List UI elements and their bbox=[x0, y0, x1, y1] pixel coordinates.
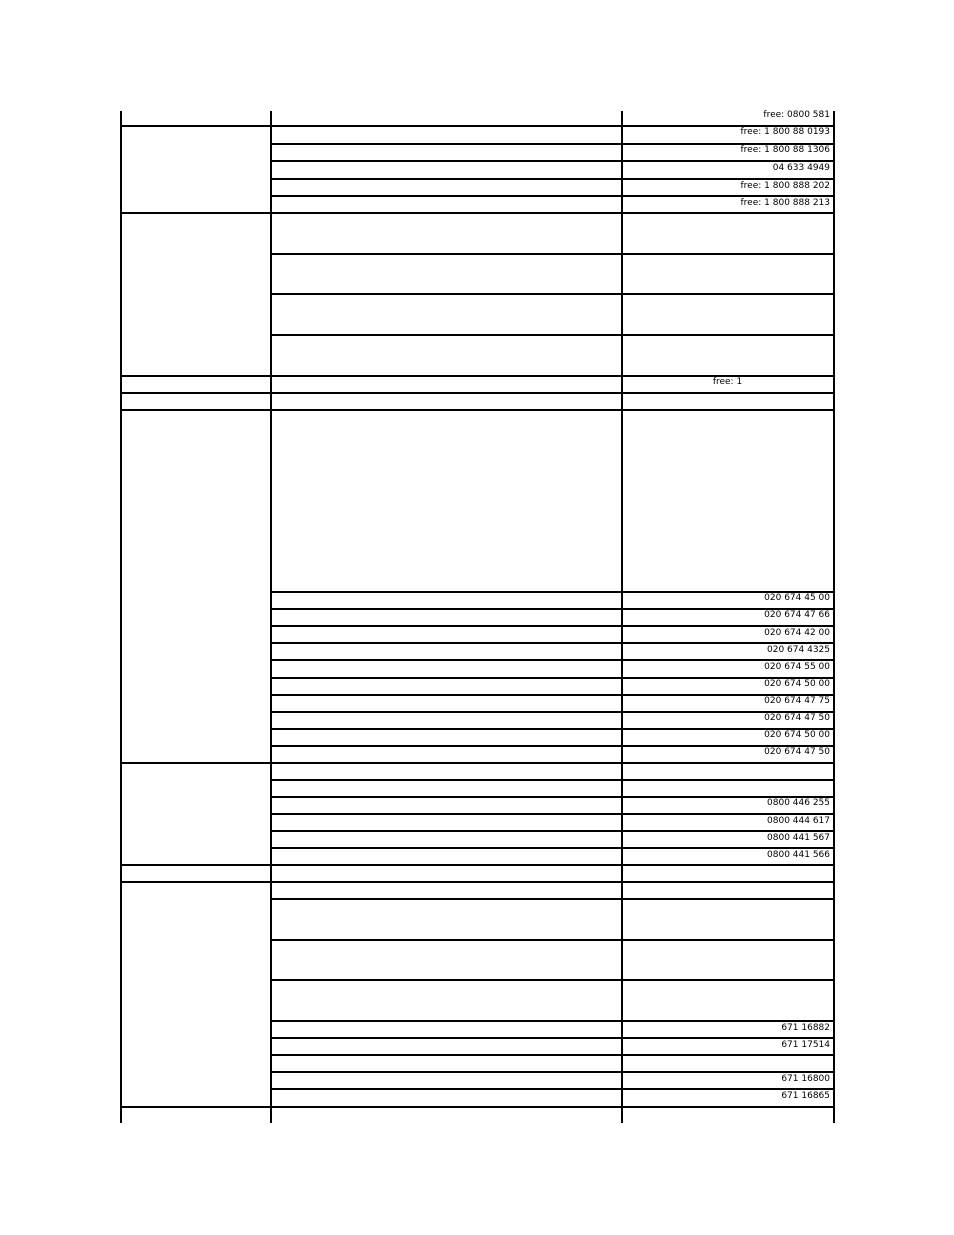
table-row-border bbox=[270, 847, 835, 849]
table-row-border bbox=[270, 1020, 835, 1022]
phone-number-cell: 020 674 45 00 bbox=[764, 593, 830, 603]
table-row-border bbox=[270, 1054, 835, 1056]
phone-number-cell: 04 633 4949 bbox=[772, 163, 830, 173]
phone-number-cell: free: 1 800 888 213 bbox=[740, 198, 830, 208]
table-row-border bbox=[270, 1088, 835, 1090]
phone-number-cell: free: 1 bbox=[712, 377, 743, 387]
phone-number-cell: free: 1 800 88 0193 bbox=[740, 127, 830, 137]
table-group-border bbox=[120, 762, 835, 764]
table-row-border bbox=[270, 779, 835, 781]
phone-number-cell: 020 674 47 75 bbox=[764, 696, 830, 706]
phone-number-cell: 020 674 47 66 bbox=[764, 610, 830, 620]
phone-number-cell: 0800 441 566 bbox=[767, 850, 830, 860]
table-group-border bbox=[120, 1106, 835, 1108]
table-group-border bbox=[120, 409, 835, 411]
table-column-border-0 bbox=[120, 111, 122, 1123]
phone-number-cell: 020 674 47 50 bbox=[764, 713, 830, 723]
phone-number-cell: 020 674 50 00 bbox=[764, 730, 830, 740]
table-column-border-2 bbox=[621, 111, 623, 1123]
table-row-border bbox=[270, 178, 835, 180]
table-row-border bbox=[270, 979, 835, 981]
table-row-border bbox=[270, 813, 835, 815]
table-column-border-1 bbox=[270, 111, 272, 1123]
phone-number-cell: 020 674 47 50 bbox=[764, 747, 830, 757]
phone-number-cell: 671 16800 bbox=[781, 1074, 830, 1084]
phone-number-cell: free: 1 800 88 1306 bbox=[740, 145, 830, 155]
table-row-border bbox=[270, 160, 835, 162]
phone-number-cell: free: 0800 581 bbox=[763, 110, 830, 120]
table-row-border bbox=[270, 659, 835, 661]
phone-number-cell: 671 16865 bbox=[781, 1091, 830, 1101]
table-row-border bbox=[270, 1037, 835, 1039]
table-group-border bbox=[120, 392, 835, 394]
phone-number-cell: 671 16882 bbox=[781, 1023, 830, 1033]
table-row-border bbox=[270, 898, 835, 900]
table-row-border bbox=[270, 293, 835, 295]
phone-number-cell: 0800 446 255 bbox=[767, 798, 830, 808]
table-row-border bbox=[270, 253, 835, 255]
phone-number-cell: 0800 441 567 bbox=[767, 833, 830, 843]
table-group-border bbox=[120, 864, 835, 866]
table-row-border bbox=[270, 1071, 835, 1073]
phone-number-cell: 020 674 4325 bbox=[767, 645, 830, 655]
table-row-border bbox=[270, 642, 835, 644]
phone-number-cell: 020 674 55 00 bbox=[764, 662, 830, 672]
table-row-border bbox=[270, 830, 835, 832]
table-group-border bbox=[120, 212, 835, 214]
table-group-border bbox=[120, 881, 835, 883]
table-row-border bbox=[270, 195, 835, 197]
table-row-border bbox=[270, 939, 835, 941]
table-column-border-3 bbox=[833, 111, 835, 1123]
table-row-border bbox=[270, 334, 835, 336]
table-row-border bbox=[270, 625, 835, 627]
phone-number-cell: 020 674 50 00 bbox=[764, 679, 830, 689]
phone-number-cell: 020 674 42 00 bbox=[764, 628, 830, 638]
phone-number-cell: free: 1 800 888 202 bbox=[740, 181, 830, 191]
phone-number-cell: 671 17514 bbox=[781, 1040, 830, 1050]
phone-number-cell: 0800 444 617 bbox=[767, 816, 830, 826]
